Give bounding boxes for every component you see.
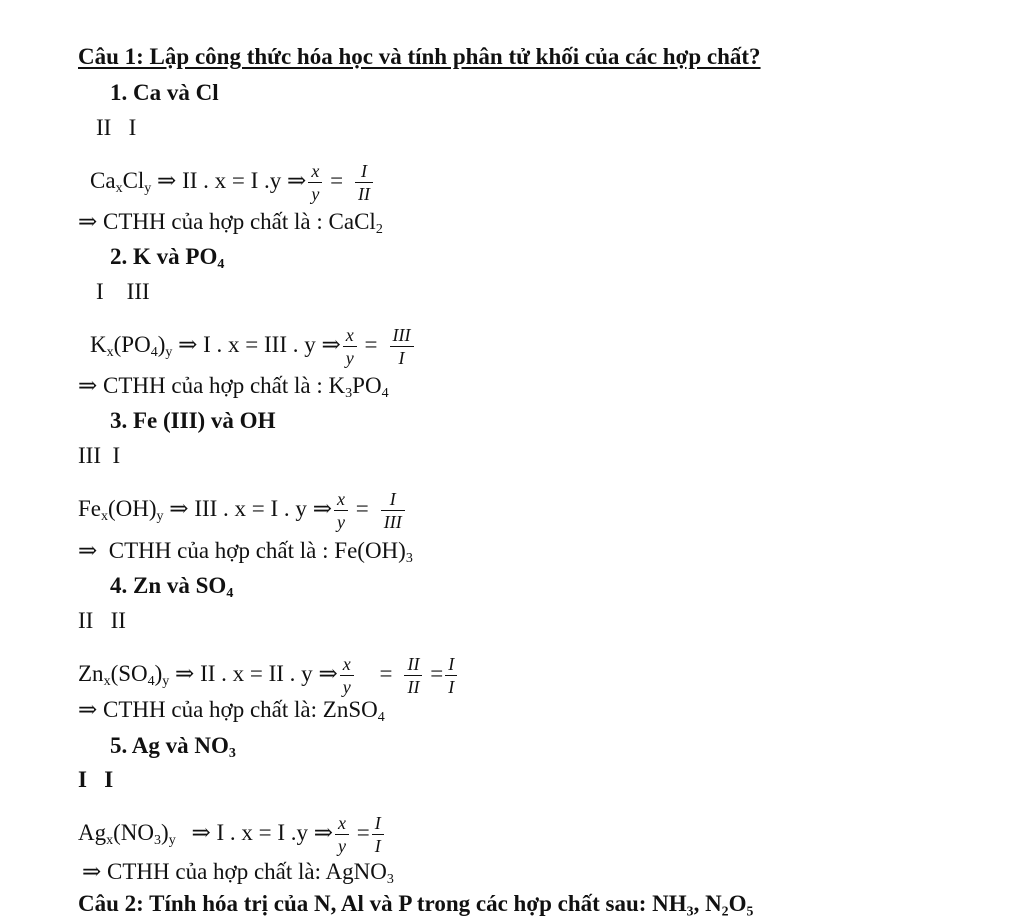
- problem-1-valences: II I: [96, 115, 137, 140]
- problem-3-valences: III I: [78, 443, 121, 468]
- problem-5-result: ⇒ CTHH của hợp chất là: AgNO$_3$: [82, 859, 394, 887]
- fraction-x-over-y: $\frac{x}{y}$: [343, 326, 357, 367]
- fraction-ratio: $\frac{I}{I}$: [372, 814, 384, 855]
- implies-arrow: ⇒: [175, 660, 195, 686]
- fraction-ratio: $\frac{II}{II}$: [404, 655, 422, 696]
- problem-2-equation: $K_x(PO_4)_y$ ⇒ I . x = III . y ⇒ $\frac{x}{y}$ = $\frac{\text{III}}{I}$: [90, 326, 416, 367]
- question-title: Câu 1: Lập công thức hóa học và tính phân tử khối của các hợp chất?: [78, 44, 761, 69]
- implies-arrow: ⇒: [191, 819, 211, 845]
- fraction-ratio: $\frac{I}{\text{III}}$: [381, 490, 405, 531]
- fraction-x-over-y: $\frac{x}{y}$: [335, 814, 349, 855]
- problem-2-result: ⇒ CTHH của hợp chất là : $K_3PO_4$: [78, 373, 389, 401]
- next-question-cutoff: Câu 2: Tính hóa trị của N, Al và P trong các hợp chất sau: NH₃, N₂O₅: [78, 891, 754, 916]
- problem-1-heading: 1. Ca và Cl: [110, 80, 219, 105]
- problem-5-equation: $Ag_x(NO_3)_y$ ⇒ I . x = I .y ⇒ $\frac{x}{y}$ = $\frac{I}{I}$: [78, 814, 386, 855]
- fraction-ratio: $\frac{I}{II}$: [355, 162, 373, 203]
- implies-arrow: ⇒: [313, 819, 334, 845]
- problem-2-valences: I III: [96, 279, 150, 304]
- problem-2-heading: 2. K và $PO_4$: [110, 244, 225, 272]
- implies-arrow: ⇒: [178, 331, 198, 357]
- problem-5-valences: I I: [78, 767, 114, 792]
- fraction-x-over-y: $\frac{x}{y}$: [334, 490, 348, 531]
- problem-1-equation: $Ca_xCl_y$ ⇒ II . x = I .y ⇒ $\frac{x}{y}$ = $\frac{I}{II}$: [90, 162, 375, 203]
- problem-1-result: ⇒ CTHH của hợp chất là : CaCl$_2$: [78, 209, 383, 237]
- problem-3-heading: 3. Fe (III) và OH: [110, 408, 276, 433]
- fraction-x-over-y: $\frac{x}{y}$: [308, 162, 322, 203]
- implies-arrow: ⇒: [287, 167, 307, 193]
- implies-arrow: ⇒: [318, 660, 338, 686]
- implies-arrow: ⇒: [157, 167, 177, 193]
- problem-4-equation: $Zn_x(SO_4)_y$ ⇒ II . x = II . y ⇒ $\frac{x}{y}$ = $\frac{II}{II}$ = $\frac{I}{I}$: [78, 655, 459, 696]
- problem-4-valences: II II: [78, 608, 126, 633]
- problem-3-equation: $Fe_x(OH)_y$ ⇒ III . x = I . y ⇒ $\frac{x}{y}$ = $\frac{I}{\text{III}}$: [78, 490, 407, 531]
- fraction-x-over-y: $\frac{x}{y}$: [340, 655, 354, 696]
- implies-arrow: ⇒: [312, 495, 332, 521]
- problem-4-heading: 4. Zn và $SO_4$: [110, 573, 234, 601]
- implies-arrow: ⇒: [321, 331, 341, 357]
- implies-arrow: ⇒: [169, 495, 189, 521]
- problem-3-result: ⇒ CTHH của hợp chất là : $Fe(OH)_3$: [78, 538, 413, 566]
- problem-4-result: ⇒ CTHH của hợp chất là: ZnSO$_4$: [78, 697, 385, 725]
- problem-5-heading: 5. Ag và $NO_3$: [110, 733, 236, 761]
- fraction-ratio: $\frac{\text{III}}{I}$: [390, 326, 414, 367]
- fraction-simplified: $\frac{I}{I}$: [445, 655, 457, 696]
